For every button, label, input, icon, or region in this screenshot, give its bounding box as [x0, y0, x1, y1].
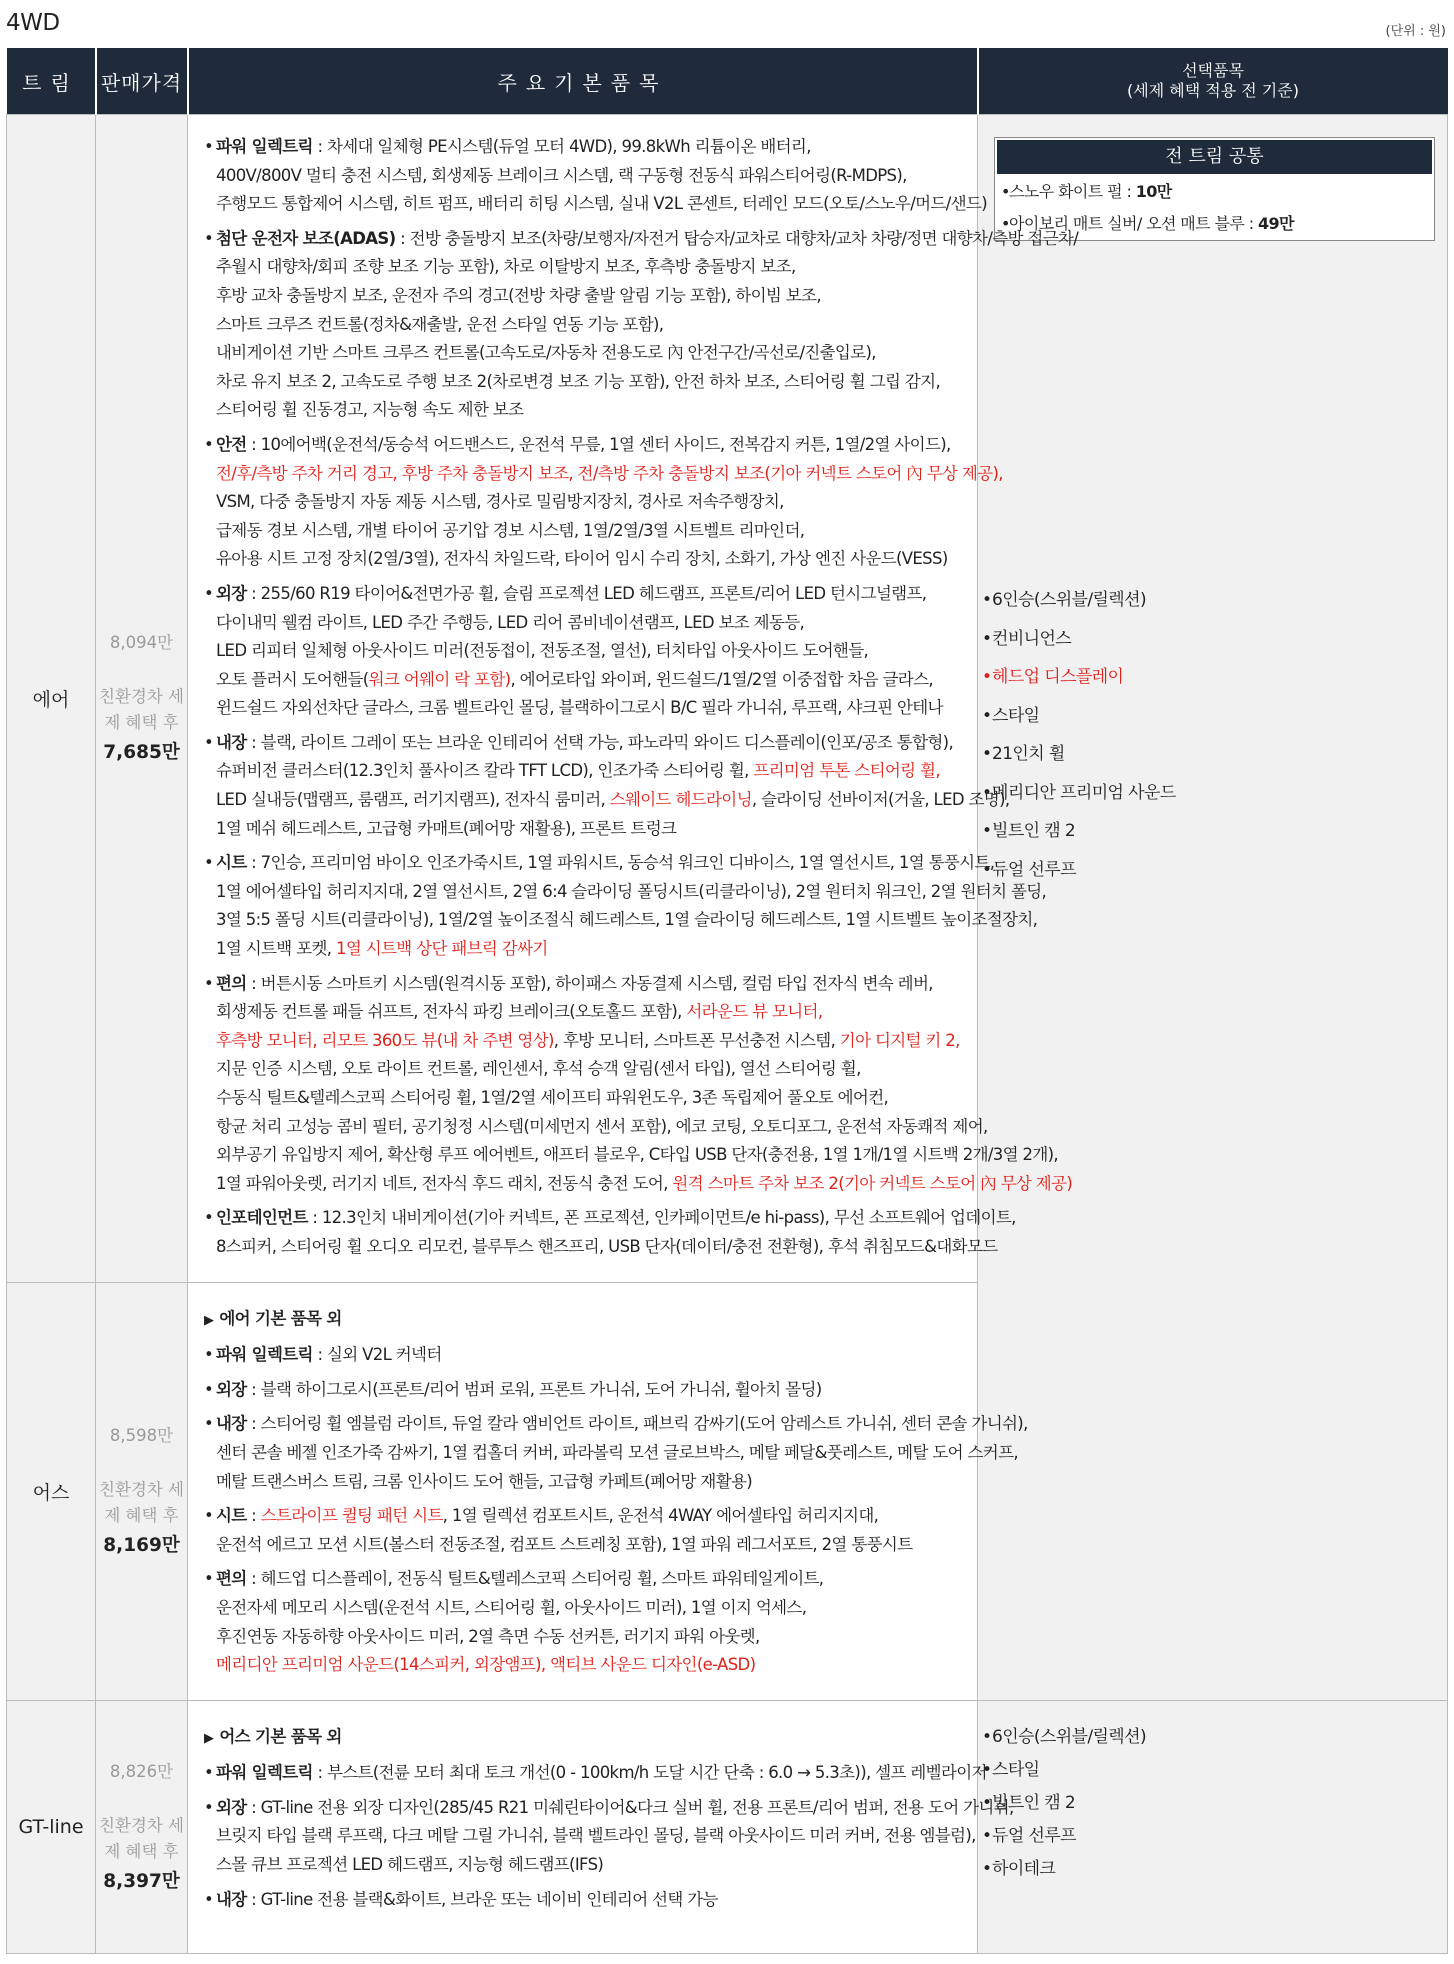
page-title: 4WD	[6, 10, 60, 36]
option-item: • 21인치 휠	[978, 735, 1447, 774]
feature-category: 내장	[216, 1889, 247, 1909]
options-cell	[978, 1700, 1448, 1953]
feature-category: 시트	[216, 853, 247, 873]
price-after-benefit: 7,685만	[103, 742, 180, 764]
common-option-item: • 스노우 화이트 펄 : 10만	[995, 176, 1434, 208]
feature-category: 내장	[216, 732, 247, 752]
price-label: 친환경차 세제 혜택 후	[99, 687, 184, 733]
price-cell	[96, 115, 188, 1283]
option-item: • 빌트인 캠 2	[978, 812, 1447, 851]
section-heading: ▶ 에어 기본 품목 외	[204, 1308, 342, 1328]
feature-category: 인포테인먼트	[216, 1208, 308, 1228]
price-label: 친환경차 세제 혜택 후	[99, 1815, 184, 1861]
feature-category: 파워 일렉트릭	[216, 1763, 313, 1783]
feature-item: • 편의 : 버튼시동 스마트키 시스템(원격시동 포함), 하이패스 자동결제 시스템, 컬럼 타입 전자식 변속 레버, 회생제동 컨트롤 패들 쉬프트, 전자식 파킹 브레이크(오토홀드 포함), 서라운드 뷰 모니터, 후측방 모니터, 리모트 360도 뷰(내 차 주변 영상), 후방 모니터, 스마트폰 무선충전 시스템, 기아 디지털 키 2, 지문 인증 시스템, 오토 라이트 컨트롤, 레인센서, 후석 승객 알림(센서 타입), 열선 스티어링 휠, 수동식 틸트&텔레스코픽 스티어링 휠, 1열/2열 세이프티 파워윈도우, 3존 독립제어 풀오토 에어컨, 항균 처리 고성능 콤비 필터, 공기청정 시스템(미세먼지 센서 포함), 에코 코팅, 오토디포그, 운전석 자동쾌적 제어, 외부공기 유입방지 제어, 확산형 루프 에어벤트, 애프터 블로우, C타입 USB 단자(충전용, 1열 1개/1열 시트백 2개/3열 2개), 1열 파워아웃렛, 러기지 네트, 전자식 후드 래치, 전동식 충전 도어, 원격 스마트 주차 보조 2(기아 커넥트 스토어 內 무상 제공)	[204, 970, 965, 1199]
header-features: 주요기본품목	[188, 48, 978, 115]
option-item: • 메리디안 프리미엄 사운드	[978, 774, 1447, 813]
features-list	[188, 1283, 1028, 1700]
triangle-icon: ▶	[204, 1730, 214, 1746]
feature-item: • 첨단 운전자 보조(ADAS) : 전방 충돌방지 보조(차량/보행자/자전거 탑승자/교차로 대향차/교차 차량/정면 대향차/측방 접근차/ 추월시 대향차/회피 조향 보조 기능 포함), 차로 이탈방지 보조, 후측방 충돌방지 보조, 후방 교차 충돌방지 보조, 운전자 주의 경고(전방 차량 출발 알림 기능 포함), 하이빔 보조, 스마트 크루즈 컨트롤(정차&재출발, 운전 스타일 연동 기능 포함), 내비게이션 기반 스마트 크루즈 컨트롤(고속도로/자동차 전용도로 內 안전구간/곡선로/진출입로), 차로 유지 보조 2, 고속도로 주행 보조 2(차로변경 보조 기능 포함), 안전 하차 보조, 스티어링 휠 그립 감지, 스티어링 휠 진동경고, 지능형 속도 제한 보조	[204, 225, 965, 425]
trim-cell: GT-line	[7, 1700, 96, 1953]
option-item: • 듀얼 선루프	[978, 851, 1447, 890]
feature-item: • 편의 : 헤드업 디스플레이, 전동식 틸트&텔레스코픽 스티어링 휠, 스마트 파워테일게이트, 운전자세 메모리 시스템(운전석 시트, 스티어링 휠, 아웃사이드 미러), 1열 이지 억세스, 후진연동 자동하향 아웃사이드 미러, 2열 측면 수동 선커튼, 러기지 파워 아웃렛, 메리디안 프리미엄 사운드(14스피커, 외장앰프), 액티브 사운드 디자인(e-ASD)	[204, 1565, 965, 1679]
feature-item: • 내장 : 스티어링 휠 엠블럼 라이트, 듀얼 칼라 앰비언트 라이트, 패브릭 감싸기(도어 암레스트 가니쉬, 센터 콘솔 가니쉬), 센터 콘솔 베젤 인조가죽 감싸기, 1열 컵홀더 커버, 파라볼릭 모션 글로브박스, 메탈 페달&풋레스트, 메탈 도어 스커프, 메탈 트랜스버스 트림, 크롬 인사이드 도어 핸들, 고급형 카페트(폐어망 재활용)	[204, 1410, 965, 1496]
price-table	[6, 48, 1448, 1954]
option-item: • 하이테크	[978, 1853, 1447, 1886]
feature-category: 시트	[216, 1506, 247, 1526]
option-item: • 6인승(스위블/릴렉션)	[978, 1721, 1447, 1754]
feature-item: • 시트 : 스트라이프 퀼팅 패턴 시트, 1열 릴렉션 컴포트시트, 운전석 4WAY 에어셀타입 허리지지대, 운전석 에르고 모션 시트(볼스터 전동조절, 컴포트 스트레칭 포함), 1열 파워 레그서포트, 2열 통풍시트	[204, 1502, 965, 1559]
feature-category: 편의	[216, 1569, 247, 1589]
feature-item: • 인포테인먼트 : 12.3인치 내비게이션(기아 커넥트, 폰 프로젝션, 인카페이먼트/e hi-pass), 무선 소프트웨어 업데이트, 8스피커, 스티어링 휠 오디오 리모컨, 블루투스 핸즈프리, USB 단자(데이터/충전 전환형), 후석 취침모드&대화모드	[204, 1204, 965, 1261]
feature-category: 외장	[216, 583, 247, 603]
options-list	[978, 1721, 1447, 1886]
base-price: 8,598만	[109, 1426, 174, 1446]
feature-item: • 파워 일렉트릭 : 부스트(전륜 모터 최대 토크 개선(0 - 100km/h 도달 시간 단축 : 6.0 → 5.3초)), 셀프 레벨라이저	[204, 1759, 965, 1788]
header-price: 판매가격	[96, 48, 188, 115]
section-heading: ▶ 어스 기본 품목 외	[204, 1726, 342, 1746]
base-price: 8,094만	[109, 633, 174, 653]
table-row	[7, 1700, 1448, 1953]
feature-item: • 외장 : GT-line 전용 외장 디자인(285/45 R21 미쉐린타이어&다크 실버 휠, 전용 프론트/리어 범퍼, 전용 도어 가니쉬, 브릿지 타입 블랙 루프랙, 다크 메탈 그릴 가니쉬, 블랙 벨트라인 몰딩, 블랙 아웃사이드 미러 커버, 전용 엠블럼), 스몰 큐브 프로젝션 LED 헤드램프, 지능형 헤드램프(IFS)	[204, 1794, 965, 1880]
common-options-box	[994, 137, 1435, 241]
price-after-benefit: 8,169만	[103, 1535, 180, 1557]
feature-category: 파워 일렉트릭	[216, 1345, 313, 1365]
feature-category: 편의	[216, 973, 247, 993]
option-item: • 6인승(스위블/릴렉션)	[978, 581, 1447, 620]
feature-item: • 시트 : 7인승, 프리미엄 바이오 인조가죽시트, 1열 파워시트, 동승석 워크인 디바이스, 1열 열선시트, 1열 통풍시트, 1열 에어셀타입 허리지지대, 2열 열선시트, 2열 6:4 슬라이딩 폴딩시트(리클라이닝), 2열 원터치 워크인, 2열 원터치 폴딩, 3열 5:5 폴딩 시트(리클라이닝), 1열/2열 높이조절식 헤드레스트, 1열 슬라이딩 헤드레스트, 1열 시트벨트 높이조절장치, 1열 시트백 포켓, 1열 시트백 상단 패브릭 감싸기	[204, 849, 965, 963]
feature-item: • 안전 : 10에어백(운전석/동승석 어드밴스드, 운전석 무릎, 1열 센터 사이드, 전복감지 커튼, 1열/2열 사이드), 전/후/측방 주차 거리 경고, 후방 주차 충돌방지 보조, 전/측방 주차 충돌방지 보조(기아 커넥트 스토어 內 무상 제공), VSM, 다중 충돌방지 자동 제동 시스템, 경사로 밀림방지장치, 경사로 저속주행장치, 급제동 경보 시스템, 개별 타이어 공기압 경보 시스템, 1열/2열/3열 시트벨트 리마인더, 유아용 시트 고정 장치(2열/3열), 전자식 차일드락, 타이어 임시 수리 장치, 소화기, 가상 엔진 사운드(VESS)	[204, 431, 965, 574]
common-options-title: 전 트림 공통	[997, 140, 1432, 174]
features-list	[188, 1701, 1014, 1935]
feature-category: 파워 일렉트릭	[216, 137, 313, 156]
options-cell	[978, 115, 1448, 1701]
options-list	[978, 581, 1447, 889]
common-option-item: • 아이보리 매트 실버/ 오션 매트 블루 : 49만	[995, 208, 1434, 240]
option-item: • 스타일	[978, 697, 1447, 736]
feature-category: 외장	[216, 1379, 247, 1399]
price-cell	[96, 1282, 188, 1700]
unit-note: (단위 : 원)	[1385, 24, 1446, 39]
feature-category: 안전	[216, 434, 247, 454]
header-options: 선택품목 (세제 혜택 적용 전 기준)	[978, 48, 1448, 115]
feature-item: • 내장 : GT-line 전용 블랙&화이트, 브라운 또는 네이비 인테리어 선택 가능	[204, 1886, 965, 1915]
option-item: • 헤드업 디스플레이	[978, 658, 1447, 697]
price-after-benefit: 8,397만	[103, 1870, 180, 1892]
price-cell	[96, 1700, 188, 1953]
option-item: • 스타일	[978, 1754, 1447, 1787]
trim-cell: 어스	[7, 1282, 96, 1700]
feature-item: • 파워 일렉트릭 : 실외 V2L 커넥터	[204, 1341, 965, 1370]
feature-item: • 외장 : 255/60 R19 타이어&전면가공 휠, 슬림 프로젝션 LED 헤드램프, 프론트/리어 LED 턴시그널램프, 다이내믹 웰컴 라이트, LED 주간 주행등, LED 리어 콤비네이션램프, LED 보조 제동등, LED 리피터 일체형 아웃사이드 미러(전동접이, 전동조절, 열선), 터치타입 아웃사이드 도어핸들, 오토 플러시 도어핸들(워크 어웨이 락 포함), 에어로타입 와이퍼, 윈드쉴드/1열/2열 이중접합 차음 글라스, 윈드쉴드 자외선차단 글라스, 크롬 벨트라인 몰딩, 블랙하이그로시 B/C 필라 가니쉬, 루프랙, 샤크핀 안테나	[204, 580, 965, 723]
option-item: • 빌트인 캠 2	[978, 1787, 1447, 1820]
price-label: 친환경차 세제 혜택 후	[99, 1480, 184, 1526]
feature-item: • 내장 : 블랙, 라이트 그레이 또는 브라운 인테리어 선택 가능, 파노라믹 와이드 디스플레이(인포/공조 통합형), 슈퍼비전 클러스터(12.3인치 풀사이즈 칼라 TFT LCD), 인조가죽 스티어링 휠, 프리미엄 투톤 스티어링 휠, LED 실내등(맵램프, 룸램프, 러기지램프), 전자식 룸미러, 스웨이드 헤드라이닝, 슬라이딩 선바이저(거울, LED 조명), 1열 메쉬 헤드레스트, 고급형 카매트(폐어망 재활용), 프론트 트렁크	[204, 729, 965, 843]
feature-category: 외장	[216, 1797, 247, 1817]
feature-item: • 파워 일렉트릭 : 차세대 일체형 PE시스템(듀얼 모터 4WD), 99.8kWh 리튬이온 배터리, 400V/800V 멀티 충전 시스템, 회생제동 브레이크 시스템, 랙 구동형 전동식 파워스티어링(R-MDPS), 주행모드 통합제어 시스템, 히트 펌프, 배터리 히팅 시스템, 실내 V2L 콘센트, 터레인 모드(오토/스노우/머드/샌드)	[204, 133, 965, 219]
header-trim: 트림	[7, 48, 96, 115]
feature-category: 내장	[216, 1414, 247, 1434]
feature-item: • 외장 : 블랙 하이그로시(프론트/리어 범퍼 로워, 프론트 가니쉬, 도어 가니쉬, 휠아치 몰딩)	[204, 1376, 965, 1405]
table-header	[7, 48, 1448, 115]
table-row	[7, 115, 1448, 1283]
base-price: 8,826만	[109, 1761, 174, 1781]
option-item: • 컨비니언스	[978, 620, 1447, 659]
features-cell	[188, 1282, 1028, 1700]
features-cell	[188, 1700, 1014, 1953]
option-item: • 듀얼 선루프	[978, 1820, 1447, 1853]
feature-category: 첨단 운전자 보조(ADAS)	[216, 228, 396, 248]
triangle-icon: ▶	[204, 1312, 214, 1328]
trim-cell: 에어	[7, 115, 96, 1283]
